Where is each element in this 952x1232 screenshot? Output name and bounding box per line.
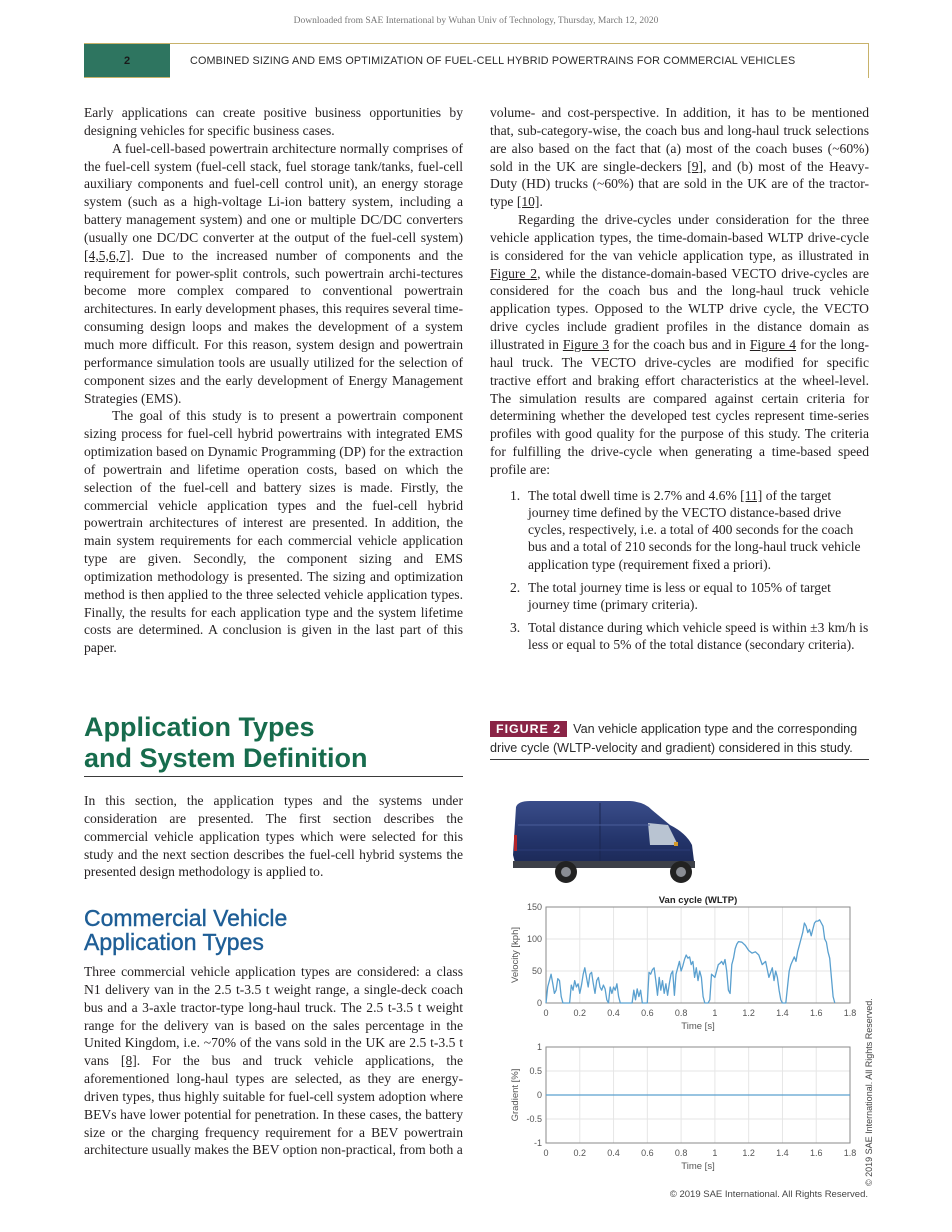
svg-text:Van cycle (WLTP): Van cycle (WLTP) [658, 895, 738, 906]
paragraph: Regarding the drive-cycles under consideration for the three vehicle application types, the time-domain-based WLTP drive-cycle is considered for the van vehicle application type, as illustrated in Figure 2, while the distance-domain-based VECTO drive-cycles are considered for the coach bus and the long-haul truck vehicle application types. Opposed to the WLTP drive cycle, the VECTO drive cycles include gradient profiles in the distance domain as illustrated in Figure 3 for the coach bus and in Figure 4 for the long-haul truck. The VECTO drive-cycles are modified for specific tractive effort and braking effort characteristics at the wheel-level. The simulation results are compared against certain criteria for determining whether the developed test cycles represent time-series profiles with good quality for the purpose of this study. The criteria for fulfilling the drive-cycle when generating a time-based speed profile are: [490, 212, 870, 477]
running-header [84, 43, 869, 78]
subsection-heading: Commercial Vehicle Application Types [84, 905, 288, 955]
subsection-paragraph: Three commercial vehicle application types are considered: a class N1 delivery van in the 2.5 t-3.5 t weight range, a single-deck coach bus and a 3-axle tractor-type long-haul truck. The 2.5 t-3.5 t weight range for the delivery van is based on the sales percentage in the United Kingdom, i.e. ~70% of the vans sold in the UK are 2.5 t-3.5 t vans [8]. For the bus and truck vehicle applications, the aforementioned long-haul types are selected, as they are energy-driven types, thus highly suitable for fuel-cell system adoption where BEVs have lower potential for penetration. In these cases, the battery size or the charging frequency requirement for a BEV powertrain architecture usually makes the BEV option non-practical, from both a [84, 964, 463, 1158]
list-item: 2. The total journey time is less or equal to 105% of target journey time (primary criteria). [510, 579, 831, 612]
svg-text:0.2: 0.2 [573, 1008, 587, 1018]
svg-text:1.4: 1.4 [776, 1148, 789, 1158]
svg-text:Velocity [kph]: Velocity [kph] [510, 927, 521, 983]
paragraph: Early applications can create positive business opportunities by designing vehicles for specific business cases. [84, 105, 463, 138]
svg-text:-1: -1 [533, 1138, 542, 1148]
copyright-vertical: © 2019 SAE International. All Rights Reserved. [864, 998, 874, 1186]
paragraph: A fuel-cell-based powertrain architecture normally comprises of the fuel-cell system (fuel-cell stack, fuel storage tank/tanks, fuel-cell auxiliary components and fuel-cell control unit), an energy storage system (such as a high-voltage Li-ion battery system, including a battery management system) and one or multiple DC/DC converters (usually one DC/DC converter at the output of the fuel-cell system) [4,5,6,7]. Due to the increased number of components and the requirement for power-split controls, such powertrain archi-tectures become more complex compared to conventional powertrain architectures. In early development phases, this requires several time-consuming design loops and makes the development of a system much more difficult. For this reason, system design and powertrain performance simulation tools are usually utilized for the selection of component sizes and the early development of Energy Management Strategies (EMS). [84, 140, 463, 406]
svg-text:1.2: 1.2 [742, 1148, 755, 1158]
figure-caption: FIGURE 2 Van vehicle application type and the corresponding drive cycle (WLTP-velocity and gradient) considered in this study. [490, 720, 869, 760]
svg-text:Time [s]: Time [s] [681, 1161, 715, 1172]
svg-text:100: 100 [526, 934, 542, 944]
velocity-line-chart [500, 888, 870, 1033]
citation-link[interactable]: [10] [516, 194, 540, 210]
svg-text:1.8: 1.8 [843, 1148, 857, 1158]
copyright-footer: © 2019 SAE International. All Rights Reserved. [669, 1189, 868, 1200]
svg-text:-0.5: -0.5 [526, 1114, 542, 1124]
figure-link[interactable]: Figure 2 [490, 265, 538, 281]
svg-text:0.6: 0.6 [641, 1148, 654, 1158]
svg-text:0: 0 [543, 1148, 549, 1158]
svg-text:0.2: 0.2 [573, 1148, 587, 1158]
svg-text:0.8: 0.8 [674, 1008, 688, 1018]
svg-text:0.6: 0.6 [641, 1008, 654, 1018]
svg-text:1: 1 [712, 1008, 718, 1018]
download-note: Downloaded from SAE International by Wuhan Univ of Technology, Thursday, March 12, 2020 [293, 16, 659, 26]
svg-text:1.4: 1.4 [776, 1008, 789, 1018]
list-item: 1. The total dwell time is 2.7% and 4.6% [11] of the target journey time defined by the VECTO distance-based drive cycles, respectively, i.e. a total of 400 seconds for the coach bus and a total of 210 seconds for the long-haul truck vehicle application type (requirement fixed a priori). [510, 487, 861, 572]
svg-text:0.8: 0.8 [674, 1148, 688, 1158]
list-item: 3. Total distance during which vehicle speed is within ±3 km/h is less or equal to 5% of the total distance (secondary criteria). [510, 620, 869, 653]
svg-text:Time [s]: Time [s] [681, 1021, 715, 1032]
svg-text:0.5: 0.5 [529, 1066, 542, 1076]
citation-link[interactable]: [9] [687, 158, 704, 174]
citation-link[interactable]: [11] [740, 487, 763, 503]
svg-text:0: 0 [543, 1008, 549, 1018]
svg-text:1.8: 1.8 [843, 1008, 857, 1018]
page-number: 2 [84, 44, 170, 78]
van-icon [500, 795, 700, 885]
figure-link[interactable]: Figure 4 [749, 336, 797, 352]
right-column [490, 104, 869, 660]
running-title: COMBINED SIZING AND EMS OPTIMIZATION OF FUEL-CELL HYBRID POWERTRAINS FOR COMMERCIAL VEHICLES [190, 55, 796, 67]
svg-text:Gradient [%]: Gradient [%] [510, 1068, 521, 1122]
left-column [84, 104, 463, 657]
svg-text:1: 1 [536, 1042, 542, 1052]
svg-text:1.2: 1.2 [742, 1008, 755, 1018]
criteria-list [490, 487, 869, 654]
van-image [500, 795, 700, 885]
section-intro-paragraph: In this section, the application types and the systems under consideration are presented. The first section describes the commercial vehicle application types which were selected for this study and the next section describes the fuel-cell hybrid systems the presented design methodology is applied to. [84, 793, 463, 880]
figure-link[interactable]: Figure 3 [562, 336, 610, 352]
svg-text:0: 0 [536, 1090, 542, 1100]
section-heading: Application Types and System Definition [84, 712, 463, 777]
figure-label: FIGURE 2 [490, 721, 567, 737]
svg-text:0.4: 0.4 [607, 1148, 620, 1158]
svg-text:0: 0 [536, 998, 542, 1008]
svg-text:1: 1 [712, 1148, 718, 1158]
svg-text:1.6: 1.6 [809, 1008, 823, 1018]
svg-text:0.4: 0.4 [607, 1008, 620, 1018]
svg-text:150: 150 [526, 902, 542, 912]
paragraph: volume- and cost-perspective. In addition, it has to be mentioned that, sub-category-wise, the coach bus and long-haul truck selections are also based on the fact that (a) most of the coach buses (~60%) sold in the UK are single-deckers [9], and (b) most of the Heavy-Duty (HD) trucks (~60%) that are sold in the UK are of the tractor-type [10]. [490, 105, 869, 210]
svg-text:50: 50 [531, 966, 542, 976]
citation-link[interactable]: [4,5,6,7] [84, 247, 131, 263]
paragraph: The goal of this study is to present a powertrain component sizing process for fuel-cell hybrid powertrains with integrated EMS optimization based on Dynamic Programming (DP) for the extraction of powertrain and lifetime operation costs, based on which the selection of the fuel-cell and battery sizes is made. Firstly, the commercial vehicle application types and the fuel-cell hybrid powertrain architectures of interest are presented. In addition, the main system requirements for each commercial vehicle application type are given. Secondly, the component sizing and EMS optimization methodology is presented. The sizing and optimization method is then applied to the three selected vehicle application types. Finally, the results for each application type and the system lifetime costs are determined. A conclusion is given in the last part of this paper. [84, 408, 463, 656]
gradient-line-chart [500, 1036, 870, 1181]
svg-text:1.6: 1.6 [809, 1148, 823, 1158]
velocity-chart [500, 888, 870, 1033]
gradient-chart [500, 1036, 870, 1181]
citation-link[interactable]: [8] [120, 1053, 137, 1069]
